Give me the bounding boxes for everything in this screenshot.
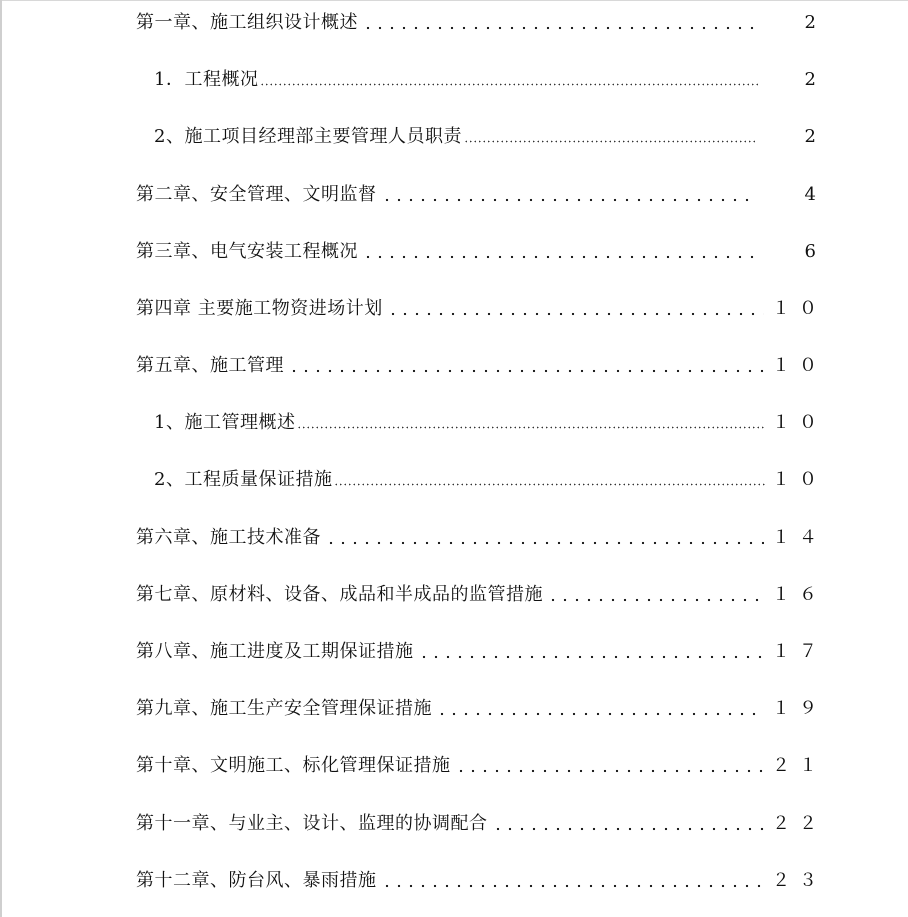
toc-entry[interactable] — [0, 461, 908, 491]
toc-entry-title: 1．工程概况 — [154, 69, 259, 90]
toc-entry-title: 第五章、施工管理 — [136, 355, 284, 376]
toc-entry[interactable] — [0, 176, 908, 206]
toc-entry[interactable] — [0, 118, 908, 148]
toc-entry-title: 第十二章、防台风、暴雨措施 — [136, 870, 377, 891]
toc-entry-page: １０ — [772, 412, 826, 433]
page-top-border — [0, 0, 908, 1]
toc-leader-dots — [325, 541, 764, 545]
toc-leader-dots — [381, 198, 757, 202]
toc-entry-title: 第十一章、与业主、设计、监理的协调配合 — [136, 813, 488, 834]
toc-entry-page: １４ — [772, 527, 826, 548]
toc-entry[interactable] — [0, 61, 908, 91]
toc-leader-dots — [288, 369, 764, 373]
toc-leader-dots — [455, 769, 765, 773]
toc-leader-dots — [260, 83, 758, 86]
toc-entry-page: １０ — [772, 298, 826, 319]
toc-leader-dots — [381, 884, 765, 888]
toc-entry[interactable] — [0, 347, 908, 377]
toc-entry-title: 第二章、安全管理、文明监督 — [136, 184, 377, 205]
toc-entry[interactable] — [0, 576, 908, 606]
toc-entry[interactable] — [0, 4, 908, 34]
toc-entry-title: 第四章 主要施工物资进场计划 — [136, 298, 383, 319]
toc-entry[interactable] — [0, 233, 908, 263]
toc-leader-dots — [387, 312, 764, 316]
toc-leader-dots — [547, 598, 764, 602]
toc-leader-dots — [297, 426, 766, 429]
toc-entry-title: 第三章、电气安装工程概况 — [136, 241, 358, 262]
toc-entry-page: 2 — [804, 69, 816, 90]
toc-entry[interactable] — [0, 519, 908, 549]
toc-leader-dots — [464, 140, 758, 143]
toc-entry-page: 6 — [804, 241, 816, 262]
toc-leader-dots — [418, 655, 765, 659]
toc-entry[interactable] — [0, 690, 908, 720]
toc-entry[interactable] — [0, 404, 908, 434]
toc-leader-dots — [334, 483, 766, 486]
toc-entry-page: 4 — [804, 184, 816, 205]
toc-entry-page: １７ — [772, 641, 826, 662]
toc-entry-page: １０ — [772, 355, 826, 376]
toc-entry-page: ２１ — [772, 755, 826, 776]
toc-entry-page: １６ — [772, 584, 826, 605]
toc-entry-page: １９ — [772, 698, 826, 719]
toc-leader-dots — [492, 827, 765, 831]
toc-entry-title: 第八章、施工进度及工期保证措施 — [136, 641, 414, 662]
toc-entry-title: 第九章、施工生产安全管理保证措施 — [136, 698, 432, 719]
toc-entry-page: ２３ — [772, 870, 826, 891]
toc-leader-dots — [436, 712, 764, 716]
toc-entry-page: 2 — [804, 126, 816, 147]
toc-leader-dots — [362, 255, 756, 259]
toc-entry[interactable] — [0, 747, 908, 777]
toc-entry-page: ２２ — [772, 813, 826, 834]
toc-entry-title: 第七章、原材料、设备、成品和半成品的监管措施 — [136, 584, 543, 605]
toc-entry-title: 1、施工管理概述 — [154, 412, 296, 433]
toc-entry-page: 2 — [804, 12, 816, 33]
toc-entry[interactable] — [0, 805, 908, 835]
toc-entry-title: 2、施工项目经理部主要管理人员职责 — [154, 126, 462, 147]
toc-entry[interactable] — [0, 633, 908, 663]
toc-entry-title: 2、工程质量保证措施 — [154, 469, 333, 490]
toc-leader-dots — [362, 26, 756, 30]
toc-entry[interactable] — [0, 862, 908, 892]
toc-entry-title: 第六章、施工技术准备 — [136, 527, 321, 548]
toc-entry[interactable] — [0, 290, 908, 320]
toc-entry-page: １０ — [772, 469, 826, 490]
toc-entry-title: 第十章、文明施工、标化管理保证措施 — [136, 755, 451, 776]
toc-entry-title: 第一章、施工组织设计概述 — [136, 12, 358, 33]
